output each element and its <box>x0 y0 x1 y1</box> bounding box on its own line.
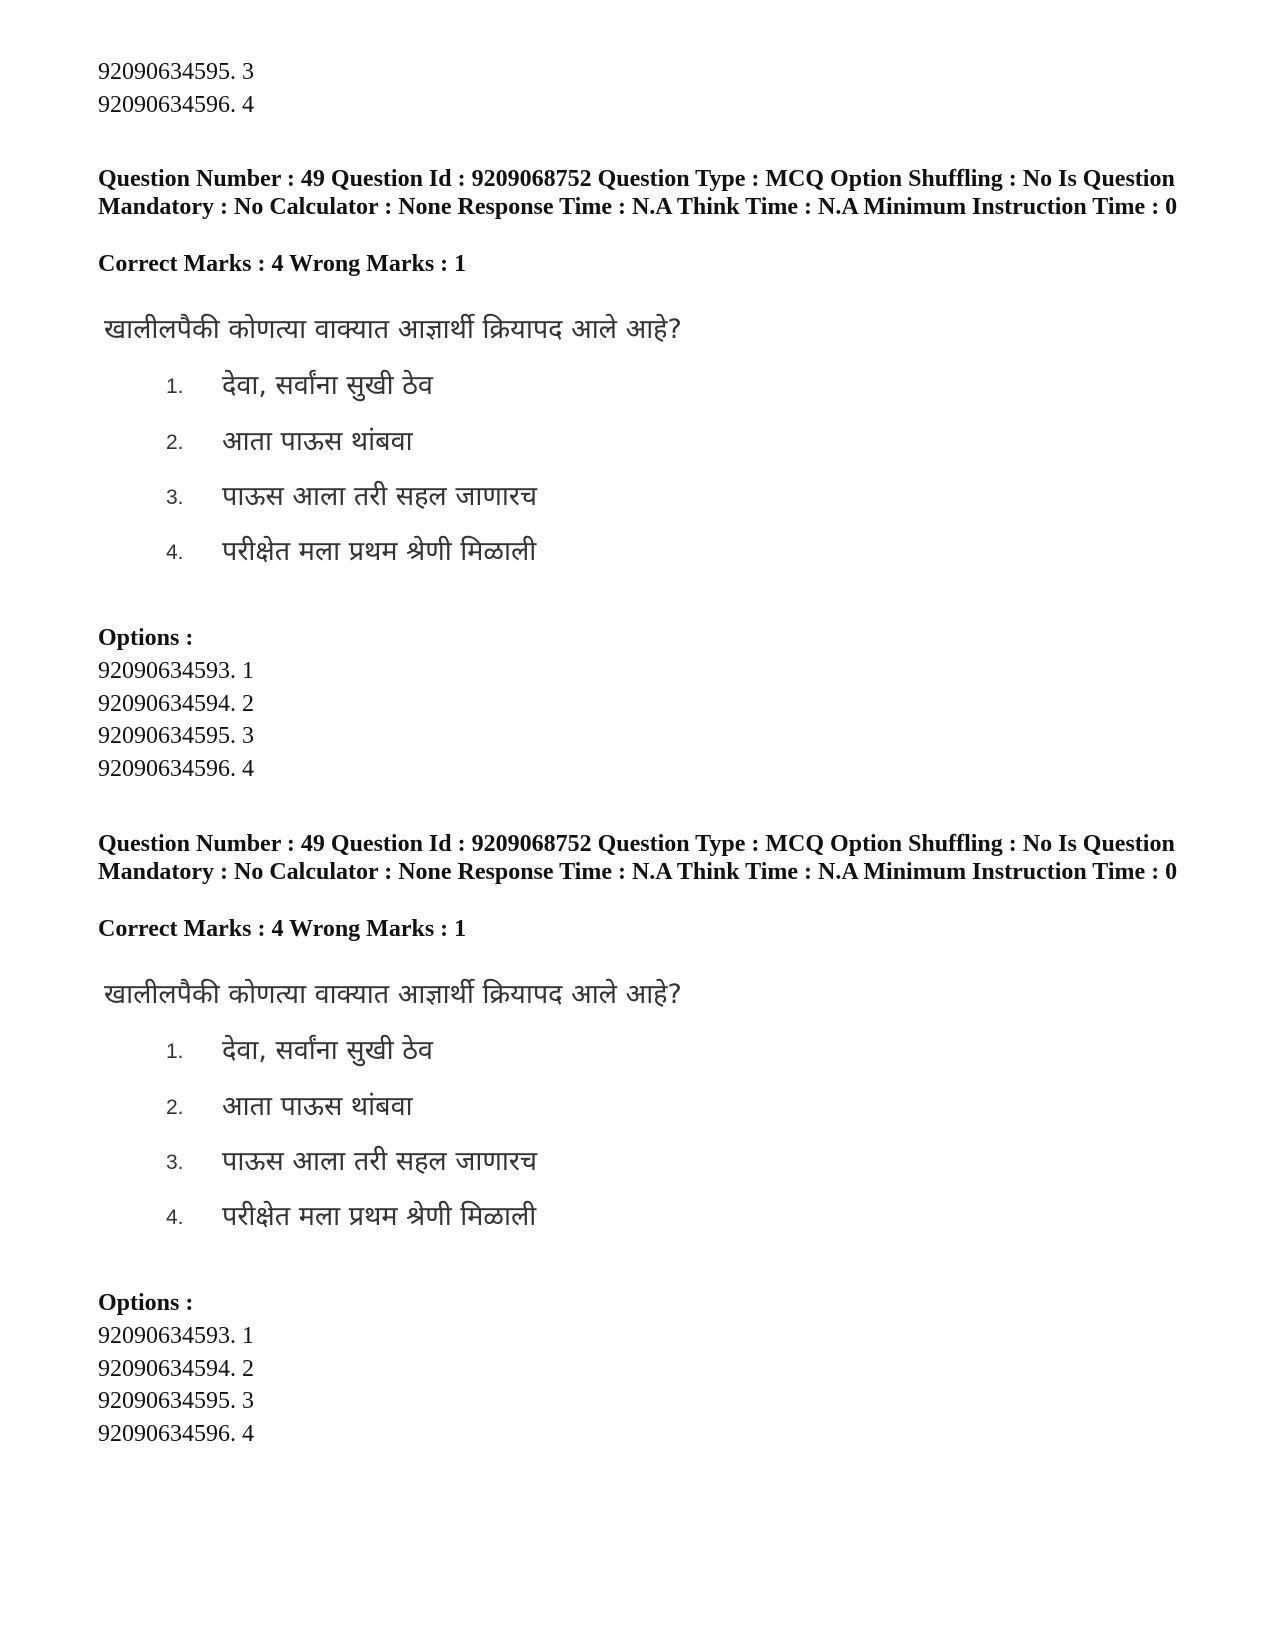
choice-text: आता पाऊस थांबवा <box>222 1091 413 1122</box>
question-image <box>98 312 682 612</box>
choice-text: देवा, सर्वांना सुखी ठेव <box>222 1035 433 1066</box>
choice-number: 2. <box>166 431 184 454</box>
option-line: 92090634596. 4 <box>98 756 254 782</box>
options-label: Options : <box>98 1290 194 1316</box>
option-line: 92090634595. 3 <box>98 59 254 85</box>
option-line: 92090634594. 2 <box>98 1356 254 1382</box>
choice-number: 3. <box>166 1151 184 1174</box>
options-label: Options : <box>98 625 194 651</box>
option-line: 92090634596. 4 <box>98 92 254 118</box>
option-line: 92090634595. 3 <box>98 723 254 749</box>
choice-text: देवा, सर्वांना सुखी ठेव <box>222 370 433 401</box>
question-text: खालीलपैकी कोणत्या वाक्यात आज्ञार्थी क्रियापद आले आहे? <box>104 314 682 345</box>
option-line: 92090634596. 4 <box>98 1421 254 1447</box>
option-line: 92090634593. 1 <box>98 1323 254 1349</box>
choice-number: 1. <box>166 375 184 398</box>
option-line: 92090634595. 3 <box>98 1388 254 1414</box>
choice-text: आता पाऊस थांबवा <box>222 426 413 457</box>
question-header: Question Number : 49 Question Id : 9209068752 Question Type : MCQ Option Shuffling : No Is Question Mandatory : No Calculator : None Response Time : N.A Think Time : N.A Minimum Instruction Time : 0 <box>98 166 1178 220</box>
marks-line: Correct Marks : 4 Wrong Marks : 1 <box>98 916 467 942</box>
choice-text: परीक्षेत मला प्रथम श्रेणी मिळाली <box>222 536 537 567</box>
choice-number: 2. <box>166 1096 184 1119</box>
question-image <box>98 977 682 1277</box>
choice-number: 4. <box>166 1206 184 1229</box>
choice-number: 3. <box>166 486 184 509</box>
marks-line: Correct Marks : 4 Wrong Marks : 1 <box>98 251 467 277</box>
question-header: Question Number : 49 Question Id : 9209068752 Question Type : MCQ Option Shuffling : No Is Question Mandatory : No Calculator : None Response Time : N.A Think Time : N.A Minimum Instruction Time : 0 <box>98 831 1178 885</box>
choice-text: परीक्षेत मला प्रथम श्रेणी मिळाली <box>222 1201 537 1232</box>
choice-text: पाऊस आला तरी सहल जाणारच <box>222 1146 538 1177</box>
choice-number: 1. <box>166 1040 184 1063</box>
choice-text: पाऊस आला तरी सहल जाणारच <box>222 481 538 512</box>
question-text: खालीलपैकी कोणत्या वाक्यात आज्ञार्थी क्रियापद आले आहे? <box>104 979 682 1010</box>
option-line: 92090634594. 2 <box>98 691 254 717</box>
choice-number: 4. <box>166 541 184 564</box>
option-line: 92090634593. 1 <box>98 658 254 684</box>
